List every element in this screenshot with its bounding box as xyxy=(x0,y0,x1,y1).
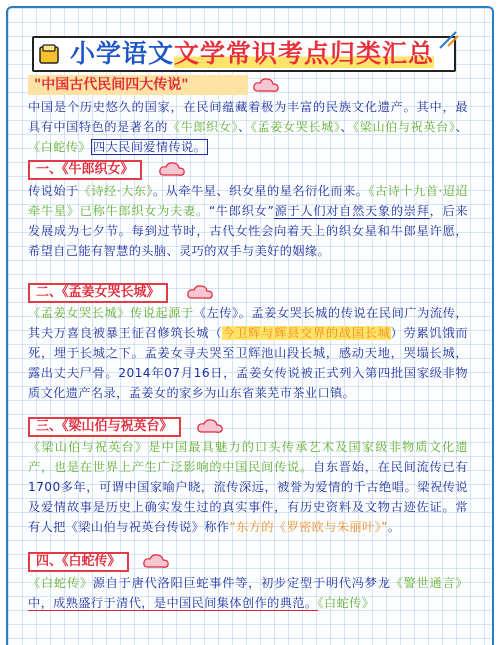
cloud-icon xyxy=(196,417,224,435)
page-title xyxy=(70,38,434,70)
title-part-1: 小学语文 xyxy=(70,39,175,68)
section-3-paragraph: 《梁山伯与祝英台》是中国最具魅力的口头传承艺术及国家级非物质文化遗产，也是在世界上产生广泛影响的中国民间传说。自东晋始，在民间流传已有1700多年，可谓中国家喻户晓，流传深远，被誉为爱情的千古绝唱。梁祝传说及爱情故事是历史上确实发生过的真实事件，有历史资料及文物古迹佐证。常有人把《梁山伯与祝英台传说》称作“东方的《罗密欧与朱丽叶》”。 xyxy=(28,440,468,534)
title-part-2: 文学常识考点归类汇总 xyxy=(174,39,435,68)
section-2-heading: 二、《孟姜女哭长城》 xyxy=(28,283,168,303)
cloud-icon xyxy=(158,160,186,178)
section-4-heading: 四、《白蛇传》 xyxy=(28,552,129,572)
intro-heading: "中国古代民间四大传说" xyxy=(28,75,248,95)
section-3-heading: 三、《梁山伯与祝英台》 xyxy=(28,417,181,437)
folder-icon xyxy=(38,43,60,65)
section-1-paragraph: 传说始于《诗经·大东》。从牵牛星、织女星的星名衍化而来。《古诗十九首·迢迢牵牛星》已称牛郎织女为夫妻。“牛郎织女”源于人们对自然天象的崇拜，后来发展成为七夕节。每到过节时，古代女性会向着天上的织女星和牛郎星许愿，希望自己能有智慧的头脑、灵巧的双手与美好的姻缘。 xyxy=(28,184,468,258)
cloud-icon xyxy=(142,552,170,570)
section-1-heading: 一、《牛郎织女》 xyxy=(28,160,142,180)
section-4-paragraph: 《白蛇传》源自于唐代洛阳巨蛇事件等，初步定型于明代冯梦龙《警世通言》中，成熟盛行于清代，是中国民间集体创作的典范。《白蛇传》 xyxy=(28,576,469,610)
cloud-icon xyxy=(252,76,280,94)
cloud-icon xyxy=(186,283,214,301)
title-decoration-icon xyxy=(434,28,462,50)
section-2-paragraph: 《孟姜女哭长城》传说起源于《左传》。孟姜女哭长城的传说在民间广为流传，其夫万喜良被暴王征召修筑长城（今卫辉与辉县交界的战国长城）劳累饥饿而死，埋于长城之下。孟姜女寻夫哭至卫辉池山段长城，感动天地，哭塌长城，露出丈夫尸骨。2014年07月16日，孟姜女传说被正式列入第四批国家级非物质文化遗产名录，孟姜女的家乡为山东省莱芜市茶业口镇。 xyxy=(28,306,469,400)
intro-paragraph: 中国是个历史悠久的国家，在民间蕴藏着极为丰富的民族文化遗产。其中，最具有中国特色的是著名的《牛郎织女》、《孟姜女哭长城》、《梁山伯与祝英台》、《白蛇传》 四大民间爱情传说。 xyxy=(28,100,468,154)
